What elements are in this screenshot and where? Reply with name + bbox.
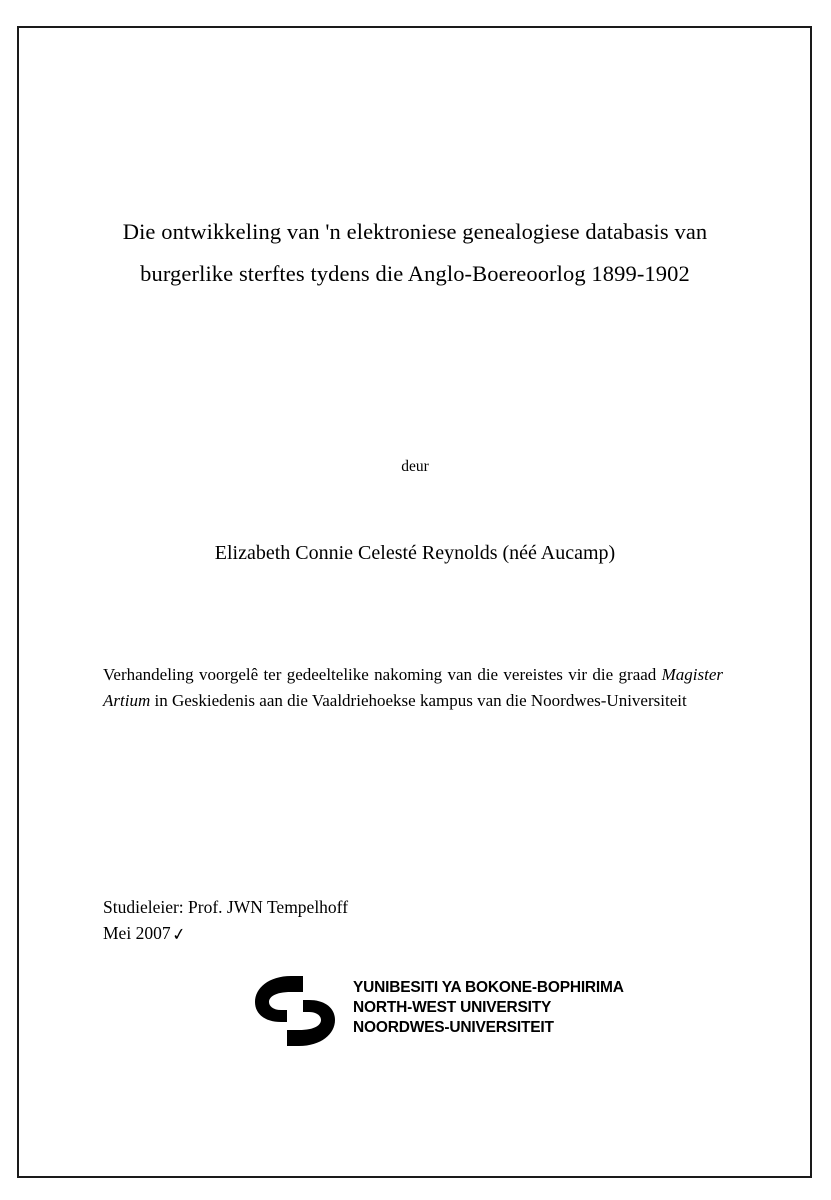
page-content bbox=[100, 26, 730, 1178]
degree-statement-line-2-pre: graad bbox=[618, 665, 662, 684]
date-text: Mei 2007 bbox=[103, 923, 171, 944]
supervisor-line: Studieleier: Prof. JWN Tempelhoff bbox=[103, 897, 349, 917]
date-line bbox=[103, 920, 186, 947]
logo-text-line-2: NORTH-WEST UNIVERSITY bbox=[353, 998, 552, 1016]
degree-name: Magister Artium bbox=[103, 665, 723, 710]
degree-statement-line-3: van die Noordwes-Universiteit bbox=[477, 690, 687, 710]
author-name: Elizabeth Connie Celesté Reynolds (néé Aucamp) bbox=[214, 542, 616, 564]
check-mark-icon: ✓ bbox=[170, 924, 188, 946]
title-line-1: Die ontwikkeling van 'n elektroniese genealogiese databasis van bbox=[122, 219, 708, 244]
degree-statement-line-1: Verhandeling voorgelê ter gedeeltelike nakoming van die vereistes vir die bbox=[103, 665, 614, 684]
university-logo bbox=[245, 972, 665, 1057]
logo-text-line-1: YUNIBESITI YA BOKONE-BOPHIRIMA bbox=[353, 979, 624, 996]
by-label: deur bbox=[401, 458, 429, 475]
nwu-logo-mark-icon bbox=[245, 972, 345, 1050]
degree-statement bbox=[103, 662, 723, 714]
title-line-2: burgerlike sterftes tydens die Anglo-Boereoorlog 1899-1902 bbox=[140, 260, 690, 286]
degree-statement-line-2-post: in Geskiedenis aan die Vaaldriehoekse kampus bbox=[150, 690, 473, 710]
logo-text-block bbox=[353, 978, 624, 1037]
logo-text-line-3: NOORDWES-UNIVERSITEIT bbox=[353, 1018, 554, 1036]
document-title bbox=[100, 211, 730, 294]
supervisor-block bbox=[103, 894, 723, 947]
